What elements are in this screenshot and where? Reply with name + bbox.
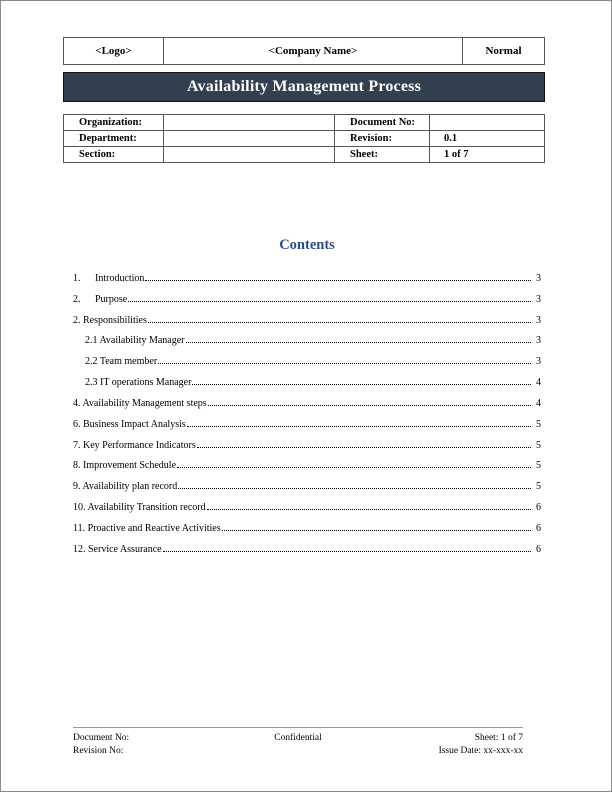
toc-entry[interactable]: [73, 430, 541, 451]
toc-entry-label: 2.3 IT operations Manager: [85, 377, 192, 389]
document-no-value: [430, 115, 545, 131]
toc-entry[interactable]: [73, 326, 541, 347]
toc-dot-leader: [163, 551, 531, 552]
toc-entry-label: Purpose: [95, 293, 128, 305]
toc-entry[interactable]: [73, 367, 541, 388]
info-row: [64, 147, 545, 163]
footer-confidential: Confidential: [274, 733, 322, 743]
toc-dot-leader: [192, 384, 531, 385]
toc-entry[interactable]: [73, 388, 541, 409]
toc-dot-leader: [148, 322, 531, 323]
toc-entry-page: 6: [536, 522, 541, 534]
toc-entry[interactable]: [73, 284, 541, 305]
sheet-label: Sheet:: [335, 147, 430, 163]
document-info-table: [63, 114, 545, 163]
section-label: Section:: [64, 147, 164, 163]
toc-entry-number: 2.: [73, 293, 81, 305]
toc-entry-label: 9. Availability plan record: [73, 481, 178, 493]
toc-dot-leader: [158, 363, 531, 364]
toc-entry-number: 1.: [73, 272, 81, 284]
toc-dot-leader: [197, 447, 531, 448]
footer-revision-no: Revision No:: [73, 746, 124, 756]
toc-entry-label: 10. Availability Transition record: [73, 502, 206, 514]
toc-entry-label: 6. Business Impact Analysis: [73, 418, 186, 430]
toc-entry[interactable]: [73, 471, 541, 492]
department-label: Department:: [64, 131, 164, 147]
toc-dot-leader: [178, 488, 531, 489]
footer-row: [73, 746, 523, 756]
toc-entry-page: 3: [536, 314, 541, 326]
toc-entry-page: 4: [536, 377, 541, 389]
toc-entry-page: 4: [536, 397, 541, 409]
info-row: [64, 115, 545, 131]
toc-dot-leader: [145, 280, 531, 281]
revision-label: Revision:: [335, 131, 430, 147]
footer-document-no: Document No:: [73, 733, 130, 743]
toc-entry[interactable]: [73, 409, 541, 430]
toc-entry-label: 12. Service Assurance: [73, 543, 162, 555]
toc-entry[interactable]: [73, 263, 541, 284]
toc-dot-leader: [222, 530, 531, 531]
toc-entry-page: 6: [536, 543, 541, 555]
document-title: Availability Management Process: [63, 72, 545, 102]
document-no-label: Document No:: [335, 115, 430, 131]
toc-entry[interactable]: [73, 305, 541, 326]
toc-entry-label: 7. Key Performance Indicators: [73, 439, 196, 451]
header-table: [63, 37, 545, 65]
style-label: Normal: [485, 45, 522, 57]
toc-entry-page: 5: [536, 439, 541, 451]
toc-entry-page: 5: [536, 481, 541, 493]
sheet-value: 1 of 7: [430, 147, 545, 163]
footer-divider: [73, 727, 523, 728]
toc-entry-page: 5: [536, 460, 541, 472]
logo-placeholder: <Logo>: [64, 38, 164, 64]
toc-dot-leader: [177, 467, 531, 468]
toc-entry-page: 3: [536, 272, 541, 284]
revision-value: 0.1: [430, 131, 545, 147]
toc-entry-page: 5: [536, 418, 541, 430]
organization-value: [164, 115, 335, 131]
footer-issue-date: Issue Date: xx-xxx-xx: [438, 746, 523, 756]
toc-entry-page: 3: [536, 335, 541, 347]
toc-dot-leader: [187, 426, 531, 427]
toc-entry[interactable]: [73, 513, 541, 534]
info-row: [64, 131, 545, 147]
toc-entry-label: 2. Responsibilities: [73, 314, 147, 326]
toc-dot-leader: [208, 405, 531, 406]
toc-entry-page: 3: [536, 293, 541, 305]
toc-entry[interactable]: [73, 346, 541, 367]
toc-entry[interactable]: [73, 451, 541, 472]
contents-heading: Contents: [279, 237, 335, 253]
toc-entry-label: 8. Improvement Schedule: [73, 460, 177, 472]
company-name: <Company Name>: [164, 38, 463, 64]
toc-dot-leader: [128, 301, 531, 302]
department-value: [164, 131, 335, 147]
section-value: [164, 147, 335, 163]
table-of-contents: [73, 263, 541, 555]
footer-row: [73, 733, 523, 743]
toc-entry-page: 3: [536, 356, 541, 368]
organization-label: Organization:: [64, 115, 164, 131]
footer-sheet: Sheet: 1 of 7: [474, 733, 523, 743]
toc-entry-label: Introduction: [95, 272, 145, 284]
toc-dot-leader: [207, 509, 531, 510]
toc-entry-label: 4. Availability Management steps: [73, 397, 207, 409]
toc-entry-label: 11. Proactive and Reactive Activities: [73, 522, 221, 534]
toc-entry-label: 2.1 Availability Manager: [85, 335, 185, 347]
toc-entry[interactable]: [73, 492, 541, 513]
toc-entry-page: 6: [536, 502, 541, 514]
toc-dot-leader: [186, 342, 531, 343]
toc-entry[interactable]: [73, 534, 541, 555]
toc-entry-label: 2.2 Team member: [85, 356, 158, 368]
